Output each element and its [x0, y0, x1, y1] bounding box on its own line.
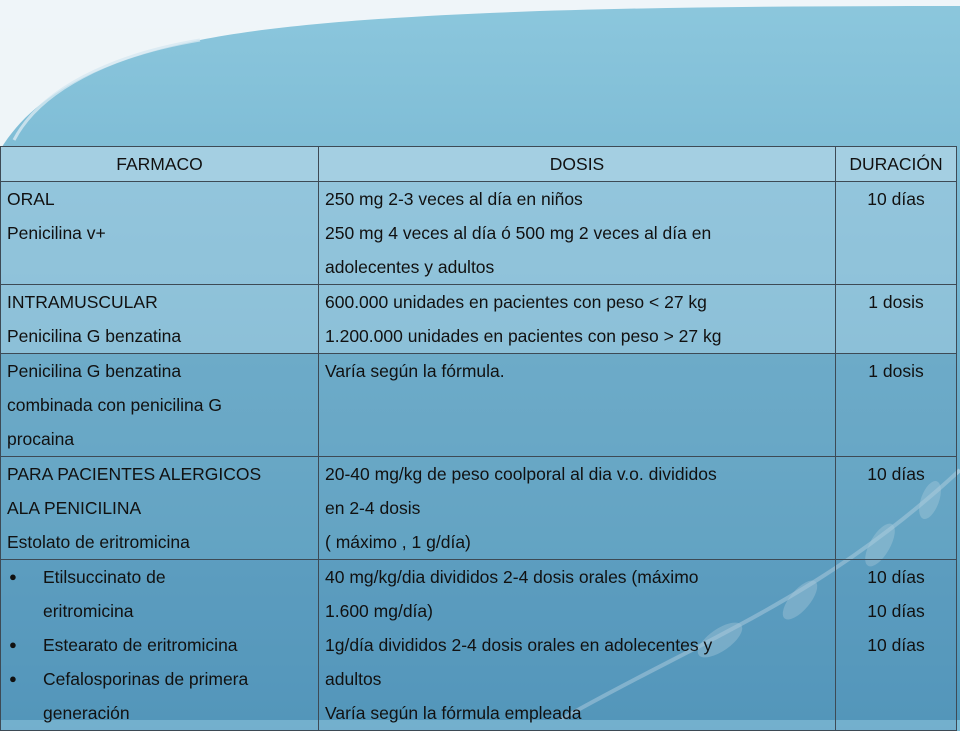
table-row — [1, 457, 957, 560]
cell-line: PARA PACIENTES ALERGICOS — [7, 464, 262, 484]
bullet-icon: ● — [9, 671, 17, 686]
dosis-cell — [319, 560, 836, 731]
cell-line: 10 días — [867, 189, 925, 209]
bullet-item — [7, 628, 312, 662]
cell-line: Cefalosporinas de primera — [43, 669, 249, 689]
dosis-cell — [319, 354, 836, 457]
cell-line: Estolato de eritromicina — [7, 532, 190, 552]
cell-line: en 2-4 dosis — [325, 498, 421, 518]
cell-line: 40 mg/kg/dia divididos 2-4 dosis orales (máximo — [325, 567, 699, 587]
farmaco-cell — [1, 457, 319, 560]
cell-line: 1 dosis — [868, 361, 924, 381]
cell-line: 1 dosis — [868, 292, 924, 312]
table-row — [1, 285, 957, 354]
cell-line: adolecentes y adultos — [325, 257, 495, 277]
cell-line: combinada con penicilina G — [7, 395, 222, 415]
header-farmaco: FARMACO — [1, 147, 319, 182]
duracion-cell — [836, 182, 957, 285]
duracion-cell — [836, 354, 957, 457]
dosis-cell — [319, 285, 836, 354]
cell-line: 600.000 unidades en pacientes con peso < 27 kg — [325, 292, 707, 312]
cell-line: 250 mg 4 veces al día ó 500 mg 2 veces al día en — [325, 223, 712, 243]
table-row — [1, 560, 957, 731]
cell-line: Varía según la fórmula. — [325, 361, 505, 381]
cell-line: 10 días — [867, 635, 925, 655]
bullet-icon: ● — [9, 637, 17, 652]
bullet-item — [7, 560, 312, 628]
duracion-cell — [836, 457, 957, 560]
table-row — [1, 354, 957, 457]
cell-line: 250 mg 2-3 veces al día en niños — [325, 189, 583, 209]
cell-line: 1g/día divididos 2-4 dosis orales en adolecentes y — [325, 635, 713, 655]
farmaco-cell — [1, 354, 319, 457]
header-dosis: DOSIS — [319, 147, 836, 182]
duracion-cell — [836, 285, 957, 354]
cell-line: 1.200.000 unidades en pacientes con peso > 27 kg — [325, 326, 722, 346]
header-duracion: DURACIÓN — [836, 147, 957, 182]
cell-line: Penicilina G benzatina — [7, 326, 182, 346]
bullet-icon: ● — [9, 569, 17, 584]
cell-line: INTRAMUSCULAR — [7, 292, 158, 312]
duracion-cell — [836, 560, 957, 731]
dosis-cell — [319, 457, 836, 560]
cell-line: 20-40 mg/kg de peso coolporal al dia v.o. divididos — [325, 464, 717, 484]
cell-line: ORAL — [7, 189, 55, 209]
cell-line: Penicilina G benzatina — [7, 361, 182, 381]
farmaco-cell — [1, 182, 319, 285]
cell-line: Penicilina v+ — [7, 223, 106, 243]
cell-line: Varía según la fórmula empleada — [325, 703, 582, 723]
cell-line: Etilsuccinato de — [43, 567, 166, 587]
farmaco-cell — [1, 560, 319, 731]
cell-line: Estearato de eritromicina — [43, 635, 238, 655]
dosing-table — [0, 146, 957, 731]
table-row — [1, 182, 957, 285]
cell-line: 10 días — [867, 464, 925, 484]
cell-line: 10 días — [867, 567, 925, 587]
table-header-row — [1, 147, 957, 182]
cell-line: procaina — [7, 429, 75, 449]
cell-line: 1.600 mg/día) — [325, 601, 433, 621]
cell-line: eritromicina — [43, 601, 134, 621]
cell-line: ( máximo , 1 g/día) — [325, 532, 471, 552]
cell-line: adultos — [325, 669, 382, 689]
cell-line: 10 días — [867, 601, 925, 621]
cell-line: ALA PENICILINA — [7, 498, 142, 518]
cell-line: generación — [43, 703, 130, 723]
farmaco-cell — [1, 285, 319, 354]
dosis-cell — [319, 182, 836, 285]
